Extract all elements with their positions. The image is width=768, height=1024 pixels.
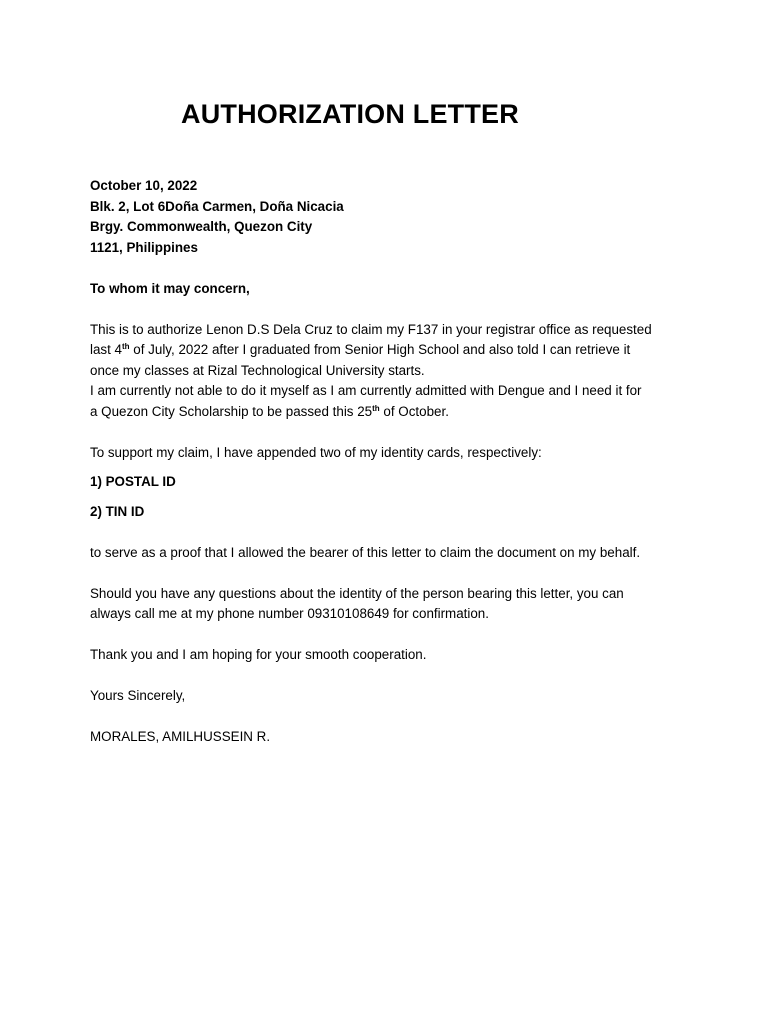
questions-paragraph (90, 584, 700, 625)
id-list (90, 472, 700, 522)
sender-header (90, 176, 700, 258)
support-intro: To support my claim, I have appended two of my identity cards, respectively: (90, 444, 542, 460)
address-line-2: Brgy. Commonwealth, Quezon City (90, 219, 313, 234)
questions-line-1: Should you have any questions about the identity of the person bearing this letter, you can (90, 585, 624, 601)
questions-line-2: always call me at my phone number 09310108649 for confirmation. (90, 606, 489, 621)
paragraph-line-5 (90, 402, 700, 423)
authorization-paragraph (90, 320, 700, 423)
letter-title: AUTHORIZATION LETTER (181, 99, 519, 129)
closing: Yours Sincerely, (90, 688, 186, 703)
address-line-1: Blk. 2, Lot 6Doña Carmen, Doña Nicacia (90, 198, 344, 214)
letter-body (90, 176, 700, 748)
paragraph-line-5-end: of October. (379, 403, 449, 419)
paragraph-line-3: once my classes at Rizal Technological University starts. (90, 362, 425, 378)
signatory-name: MORALES, AMILHUSSEIN R. (90, 729, 271, 744)
ordinal-suffix: th (122, 342, 130, 351)
paragraph-line-4: I am currently not able to do it myself as I am currently admitted with Dengue and I need it for (90, 383, 642, 398)
proof-line: to serve as a proof that I allowed the bearer of this letter to claim the document on my behalf. (90, 544, 641, 560)
id-list-item: 2) TIN ID (90, 503, 145, 519)
paragraph-line-2-end: of July, 2022 after I graduated from Senior High School and also told I can retrieve it (129, 342, 631, 357)
salutation: To whom it may concern, (90, 280, 250, 296)
paragraph-line-1: This is to authorize Lenon D.S Dela Cruz to claim my F137 in your registrar office as requested (90, 321, 652, 337)
address-line-3: 1121, Philippines (90, 239, 198, 255)
letter-date: October 10, 2022 (90, 178, 198, 193)
paragraph-line-5-start: a Quezon City Scholarship to be passed this 25 (90, 403, 373, 419)
paragraph-line-2 (90, 340, 700, 361)
ordinal-suffix: th (372, 403, 380, 413)
id-list-item: 1) POSTAL ID (90, 474, 176, 489)
paragraph-line-2-start: last 4 (90, 342, 123, 357)
thanks-line: Thank you and I am hoping for your smooth cooperation. (90, 647, 427, 662)
